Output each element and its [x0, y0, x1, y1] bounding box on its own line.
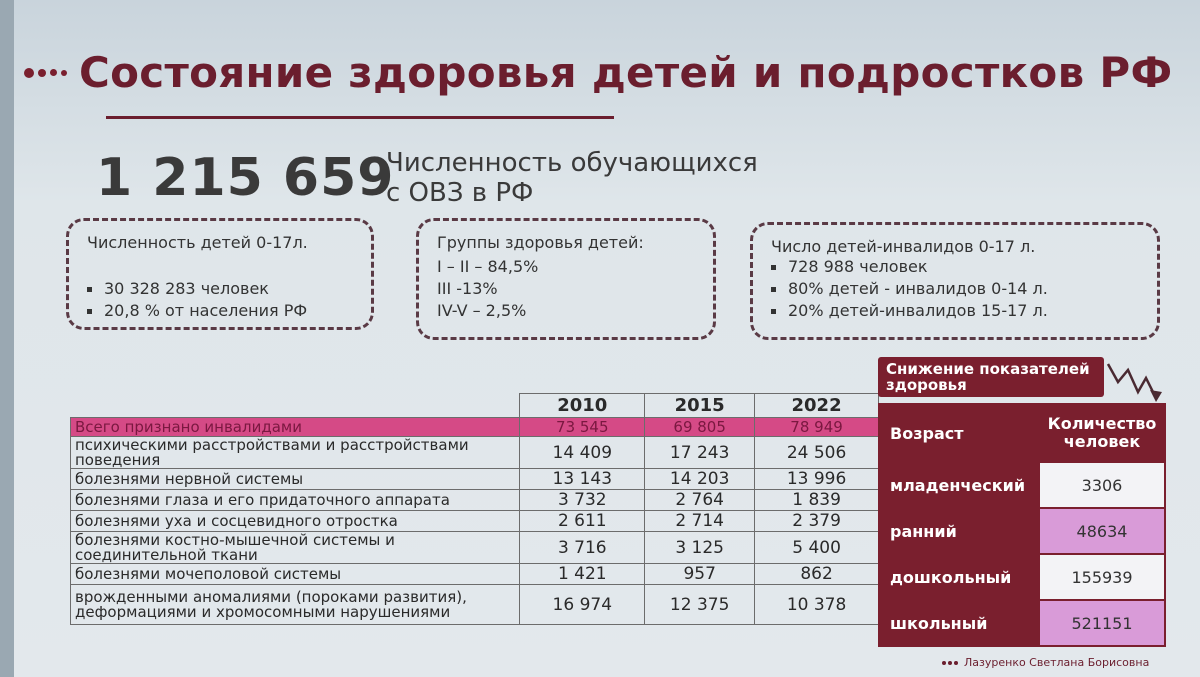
- bullet-icon: [87, 309, 92, 314]
- cell-value: 14 203: [645, 469, 755, 490]
- headline-label-line1: Численность обучающихся: [386, 148, 758, 178]
- row-label: болезнями мочеполовой системы: [71, 564, 520, 585]
- cell-value: 1 421: [520, 564, 645, 585]
- cell-value: 2 611: [520, 511, 645, 532]
- row-label: болезнями костно-мышечной системы и соединительной ткани: [71, 532, 520, 564]
- cell-value: 16 974: [520, 585, 645, 625]
- age-group-count: 3306: [1039, 462, 1165, 508]
- cell-value: 3 125: [645, 532, 755, 564]
- year-header: 2010: [520, 394, 645, 418]
- cell-value: 17 243: [645, 437, 755, 469]
- footer-dots-icon: [942, 661, 958, 665]
- age-table-header: [879, 404, 1165, 462]
- table-row: [71, 437, 879, 469]
- children-count-heading: Численность детей 0-17л.: [87, 233, 308, 252]
- health-groups-heading: Группы здоровья детей:: [437, 233, 644, 252]
- health-groups-box: [416, 218, 716, 340]
- cell-value: 3 732: [520, 490, 645, 511]
- cell-value: 2 764: [645, 490, 755, 511]
- title-underline: [106, 116, 614, 119]
- list-item: 20,8 % от населения РФ: [87, 300, 353, 322]
- health-decline-badge: Снижение показателей здоровья: [878, 357, 1104, 397]
- footer: [942, 656, 1149, 669]
- title-row: [24, 48, 1172, 97]
- list-item: 80% детей - инвалидов 0-14 л.: [771, 278, 1139, 300]
- cell-value: 13 996: [755, 469, 879, 490]
- table-row: [71, 469, 879, 490]
- disabled-children-list: [771, 256, 1139, 322]
- age-column-header: Возраст: [879, 404, 1039, 462]
- footer-author: Лазуренко Светлана Борисовна: [964, 656, 1150, 669]
- health-group-line: III -13%: [437, 279, 498, 298]
- table-row: [71, 490, 879, 511]
- slide: [14, 0, 1200, 677]
- headline-number: 1 215 659: [96, 148, 395, 208]
- cell-value: 1 839: [755, 490, 879, 511]
- row-label: врожденными аномалиями (пороками развития), деформациями и хромосомными нарушениями: [71, 585, 520, 625]
- cell-value: 78 949: [755, 418, 879, 437]
- table-row: [71, 511, 879, 532]
- table-row: [879, 554, 1165, 600]
- age-group-label: ранний: [879, 508, 1039, 554]
- count-column-header: Количество человек: [1039, 404, 1165, 462]
- row-label: болезнями уха и сосцевидного отростка: [71, 511, 520, 532]
- row-label: болезнями нервной системы: [71, 469, 520, 490]
- list-item: 20% детей-инвалидов 15-17 л.: [771, 300, 1139, 322]
- children-count-list: [87, 278, 353, 322]
- year-header: 2015: [645, 394, 755, 418]
- cell-value: 2 379: [755, 511, 879, 532]
- disabled-children-heading: Число детей-инвалидов 0-17 л.: [771, 237, 1036, 256]
- list-item: 30 328 283 человек: [87, 278, 353, 300]
- age-group-label: дошкольный: [879, 554, 1039, 600]
- bullet-icon: [771, 287, 776, 292]
- cell-value: 3 716: [520, 532, 645, 564]
- row-label: психическими расстройствами и расстройствами поведения: [71, 437, 520, 469]
- table-row: [71, 564, 879, 585]
- table-row-total: [71, 418, 879, 437]
- cell-value: 10 378: [755, 585, 879, 625]
- table-row: [71, 532, 879, 564]
- bullet-icon: [771, 265, 776, 270]
- age-group-count: 48634: [1039, 508, 1165, 554]
- age-group-label: младенческий: [879, 462, 1039, 508]
- age-group-label: школьный: [879, 600, 1039, 646]
- slide-title: Состояние здоровья детей и подростков РФ: [79, 48, 1173, 97]
- row-label: болезнями глаза и его придаточного аппарата: [71, 490, 520, 511]
- cell-value: 73 545: [520, 418, 645, 437]
- headline-label-line2: с ОВЗ в РФ: [386, 178, 534, 208]
- list-item: 728 988 человек: [771, 256, 1139, 278]
- children-count-box: [66, 218, 374, 330]
- cell-value: 13 143: [520, 469, 645, 490]
- cell-value: 69 805: [645, 418, 755, 437]
- row-label: Всего признано инвалидами: [71, 418, 520, 437]
- cell-value: 957: [645, 564, 755, 585]
- headline-label: [386, 148, 758, 208]
- cell-value: 12 375: [645, 585, 755, 625]
- age-groups-table: [878, 403, 1166, 647]
- year-header: 2022: [755, 394, 879, 418]
- table-header-row: [71, 394, 879, 418]
- disabled-children-box: [750, 222, 1160, 340]
- cell-value: 862: [755, 564, 879, 585]
- health-group-line: IV-V – 2,5%: [437, 301, 527, 320]
- cell-value: 2 714: [645, 511, 755, 532]
- disability-stats-table: [70, 393, 879, 625]
- bullet-icon: [771, 309, 776, 314]
- cell-value: 14 409: [520, 437, 645, 469]
- decline-arrow-icon: [1104, 352, 1164, 404]
- table-row: [879, 508, 1165, 554]
- title-dots-icon: [24, 68, 67, 78]
- cell-value: 5 400: [755, 532, 879, 564]
- health-group-line: I – II – 84,5%: [437, 257, 539, 276]
- table-row: [879, 462, 1165, 508]
- age-group-count: 155939: [1039, 554, 1165, 600]
- table-row: [879, 600, 1165, 646]
- table-row: [71, 585, 879, 625]
- age-group-count: 521151: [1039, 600, 1165, 646]
- cell-value: 24 506: [755, 437, 879, 469]
- screen-bezel: [0, 0, 14, 677]
- bullet-icon: [87, 287, 92, 292]
